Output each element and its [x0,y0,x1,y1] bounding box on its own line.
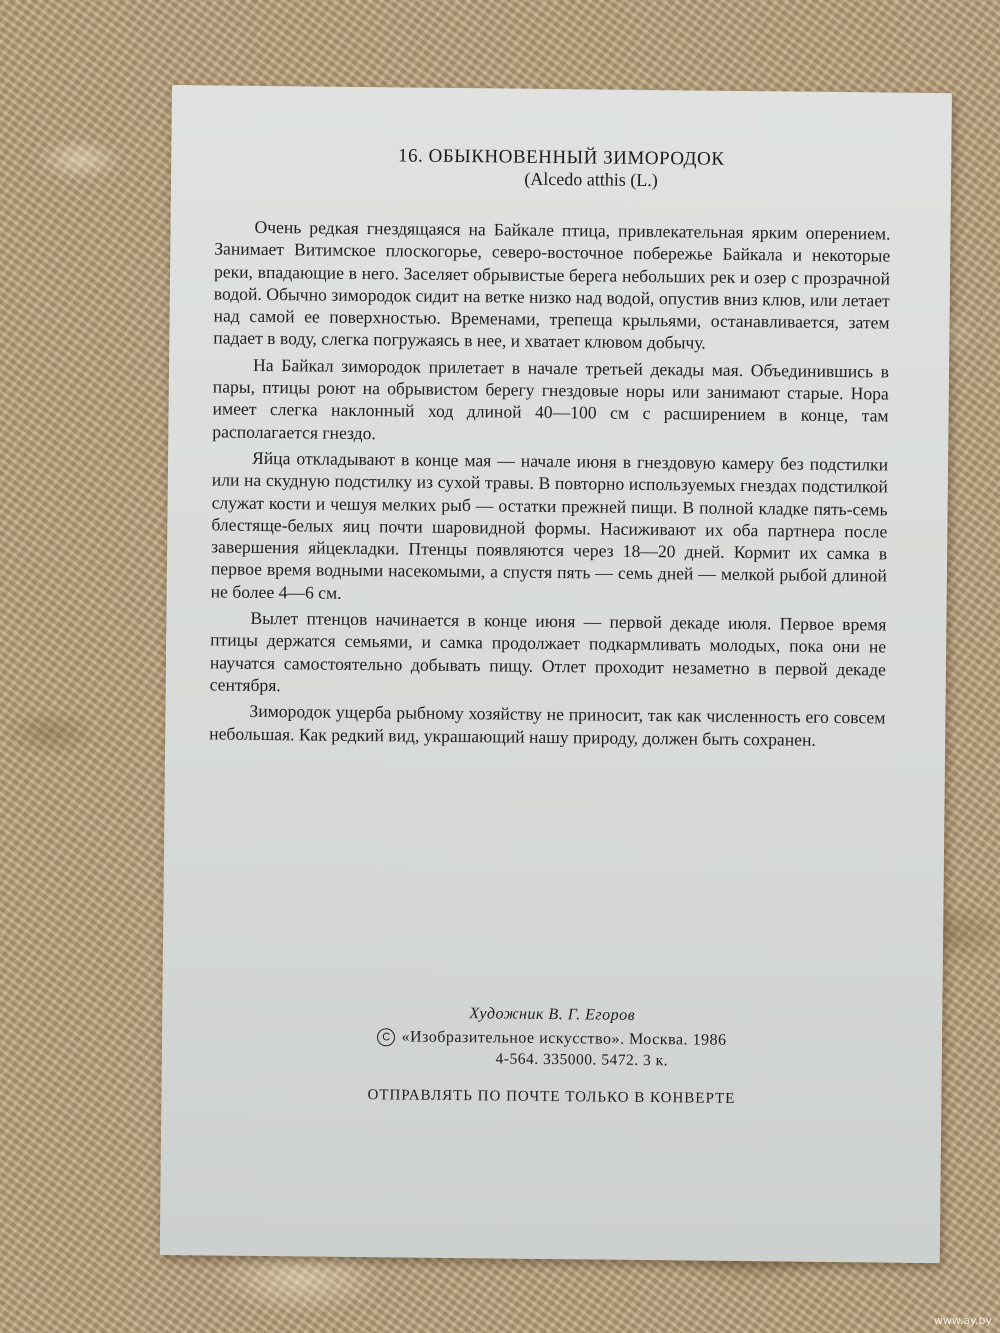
postcard-back [160,85,952,1263]
paragraph-4: Вылет птенцов начинается в конце июня — первой декаде июля. Первое время птицы держатся семьями, и самка продолжает подкармливать молодых, пока они не научатся самостоятельно добывать пищу. Отлет проходит незаметно в первой декаде сентября. [209,607,887,696]
paragraph-3: Яйца откладывают в конце мая — начале июня в гнездовую камеру без подстилки или на скудную подстилку из сухой травы. В повторно используемых гнездах подстилкой служат кости и чешуя мелких рыб — остатки прежней пищи. В полной кладке пять-семь блестяще-белых яиц почти шаровидной формы. Насиживают их оба партнера после завершения яйцекладки. Птенцы появляются через 18—20 дней. Кормит их самка в первое время водными насекомыми, а спустя пять — семь дней — мелкой рыбой длиной не более 4—6 см. [210,447,889,603]
copyright-icon: C [377,1029,395,1047]
mailing-notice: ОТПРАВЛЯТЬ ПО ПОЧТЕ ТОЛЬКО В КОНВЕРТЕ [367,1087,736,1107]
description-text [209,215,891,755]
print-code: 4-564. 335000. 5472. 3 к. [495,1050,669,1070]
artist-credit: Художник В. Г. Егоров [469,1005,636,1024]
card-title: 16. ОБЫКНОВЕННЫЙ ЗИМОРОДОК [397,145,725,170]
paragraph-2: На Байкал зимородок прилетает в начале третьей декады мая. Объединившись в пары, птицы роют на обрывистом берегу гнездовые норы или занимают старые. Нора имеет слегка наклонный ход длиной 40—100 см с расширением в конце, там располагается гнездо. [212,354,890,443]
paragraph-5: Зимородок ущерба рыбному хозяйству не приносит, так как численность его совсем небольшая. Как редкий вид, украшающий нашу природу, должен быть сохранен. [209,701,886,750]
site-watermark: www.ay.by [933,1314,992,1327]
paragraph-1: Очень редкая гнездящаяся на Байкале птица, привлекательная ярким оперением. Занимает Витимское плоскогорье, северо-восточное побережье Байкала и некоторые реки, впадающие в него. Заселяет обрывистые берега небольших рек и озер с прозрачной водой. Обычно зимородок сидит на ветке низко над водой, опустив вниз клюв, или летает над самой ее поверхностью. Временами, трепеща крыльями, останавливается, затем падает в воду, слегка погружаясь в нее, и хватает клювом добычу. [213,216,891,354]
publisher-text: «Изобразительное искусство». Москва. 1986 [401,1028,727,1049]
latin-name: (Alcedo atthis (L.) [524,168,658,191]
